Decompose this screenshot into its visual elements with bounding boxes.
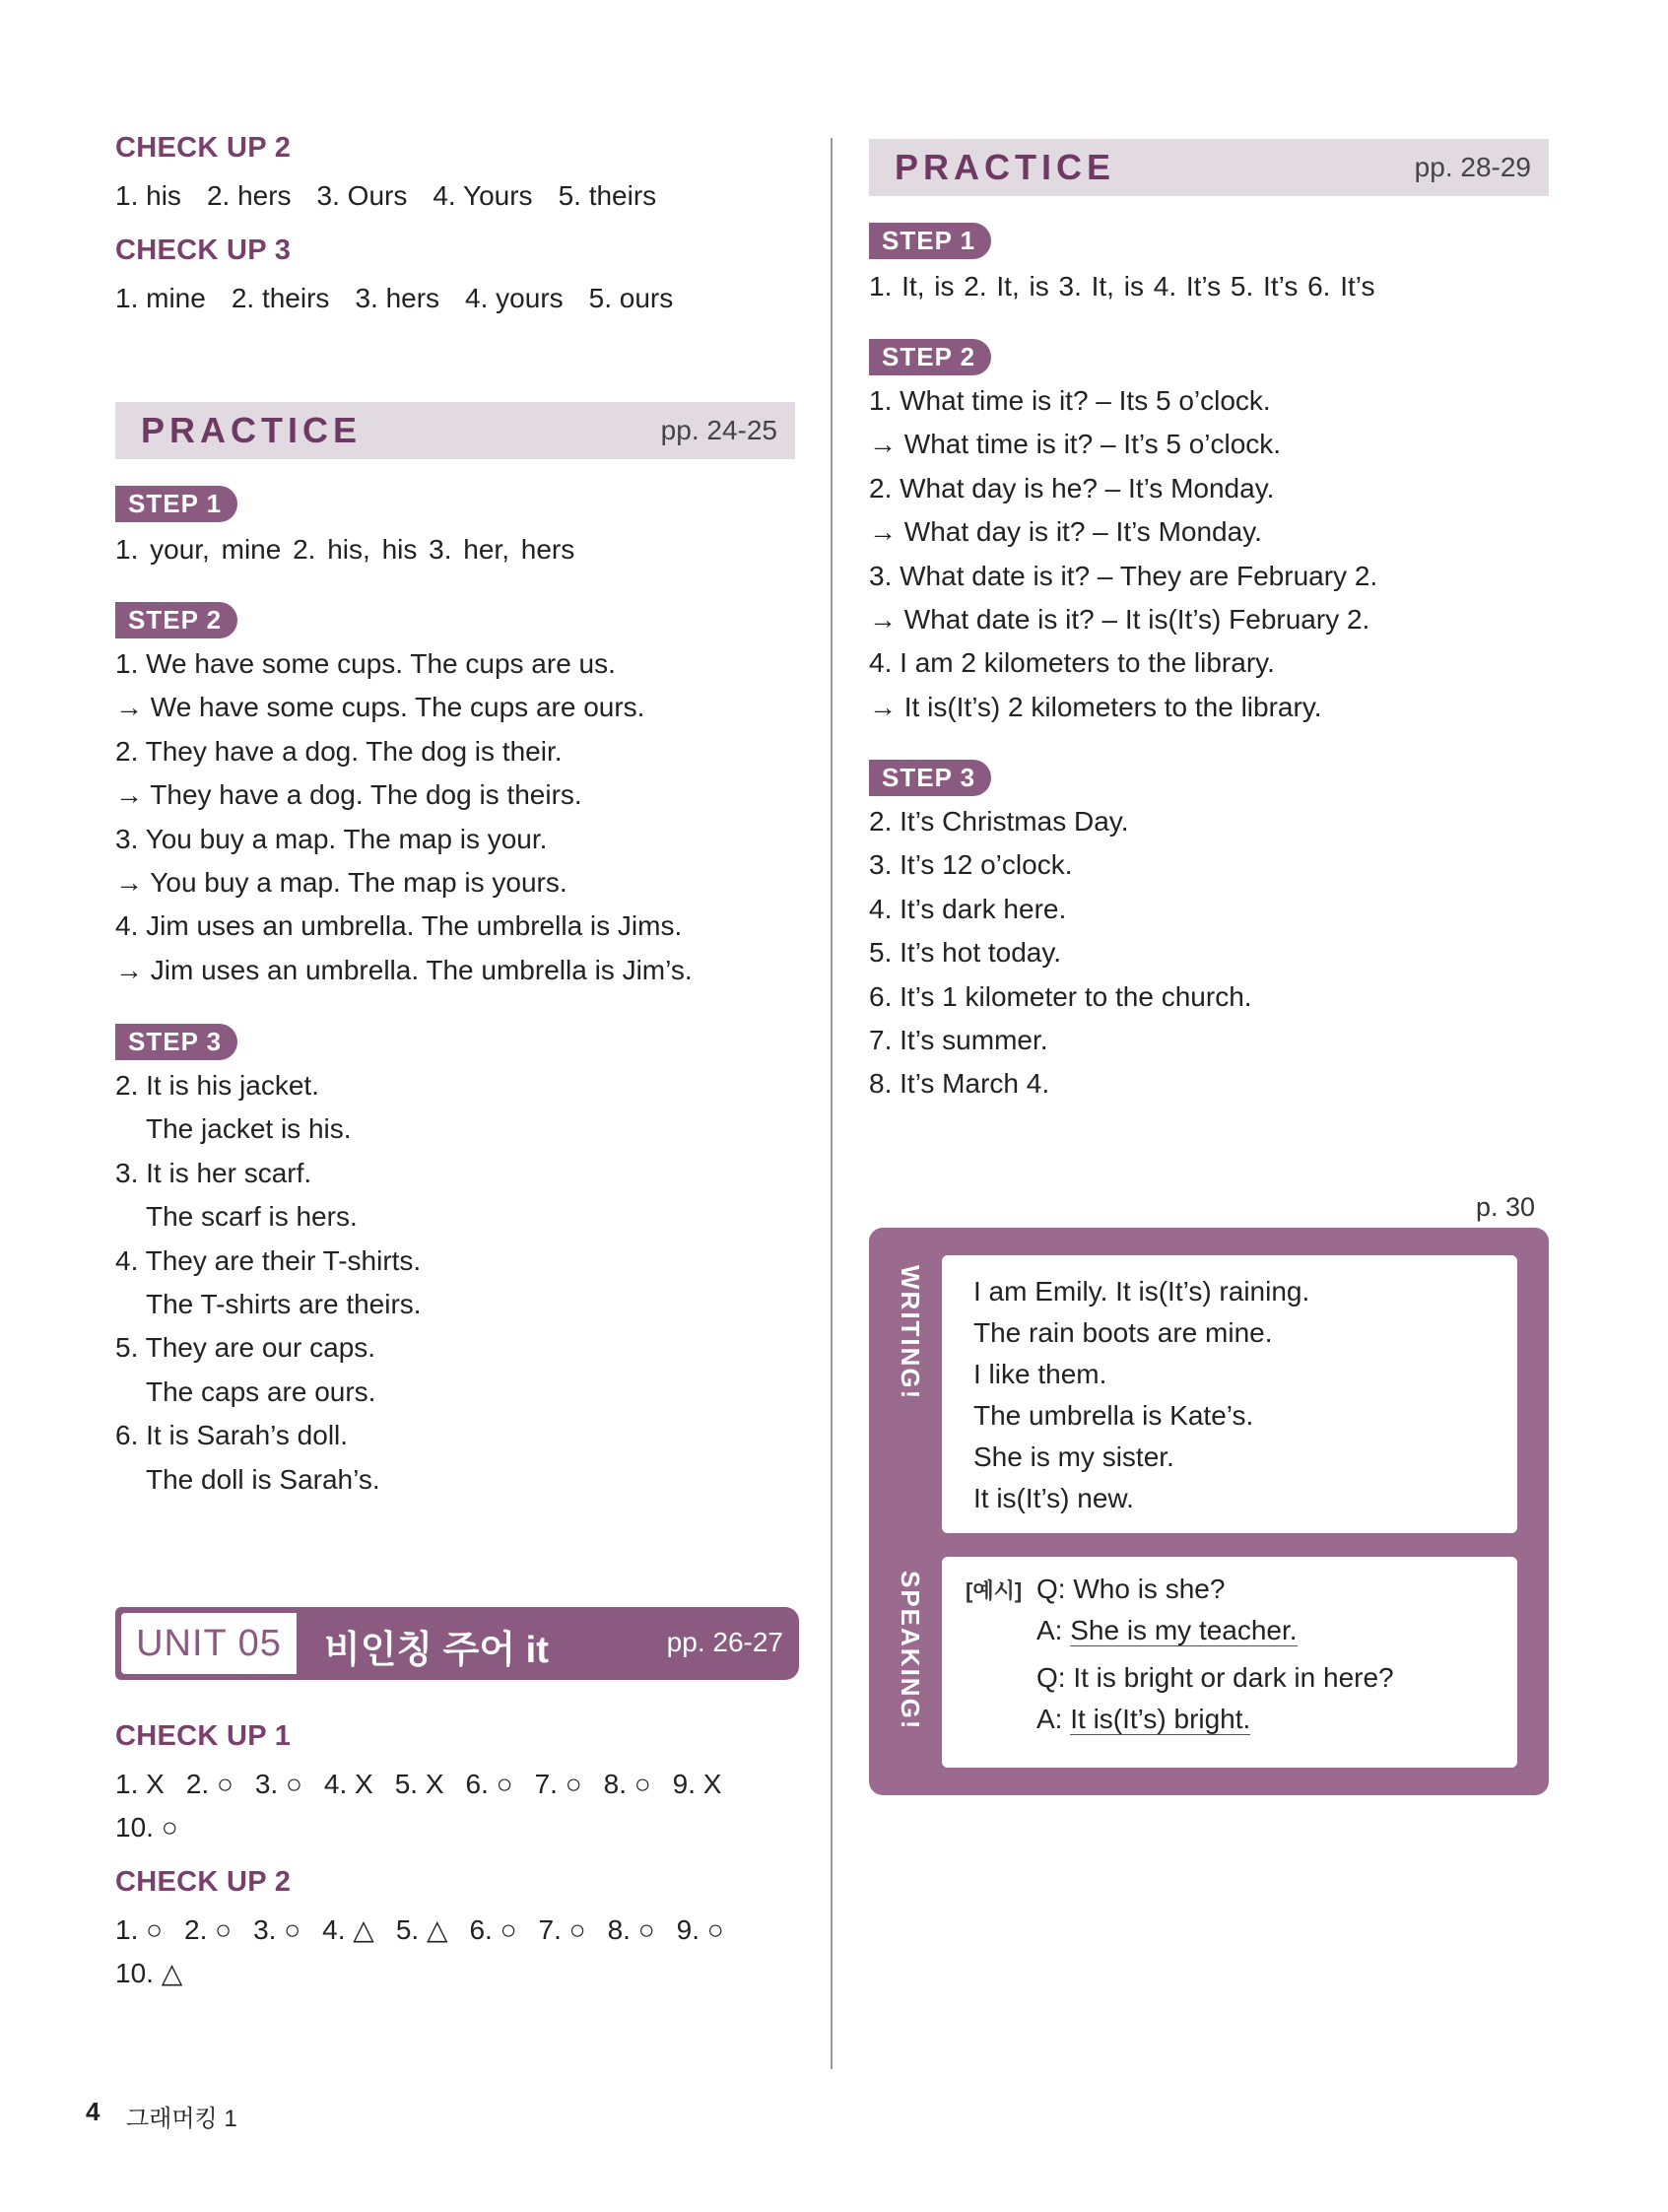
question-line: Q: Who is she? bbox=[1036, 1574, 1226, 1604]
answer-item: 4. X bbox=[323, 1769, 373, 1799]
answer-item: 3. ○ bbox=[253, 1914, 301, 1945]
answer-item: 3. ○ bbox=[254, 1769, 302, 1799]
left-step3 bbox=[115, 1024, 422, 1502]
answer-item: 10. △ bbox=[115, 1958, 183, 1988]
writing-line: She is my sister. bbox=[973, 1441, 1174, 1472]
book-title: 그래머킹 1 bbox=[126, 2106, 237, 2132]
answer-line: The scarf is hers. bbox=[146, 1201, 358, 1233]
answer-item: 6. ○ bbox=[465, 1769, 513, 1799]
check-up-3-answers bbox=[115, 277, 699, 320]
answer-line: 3. It’s 12 o’clock. bbox=[869, 849, 1073, 881]
example-tag: [예시] bbox=[966, 1578, 1023, 1603]
practice-pages: pp. 28-29 bbox=[1414, 152, 1531, 182]
step2-lines bbox=[115, 642, 693, 992]
answer-item: 4. Yours bbox=[433, 180, 533, 211]
answer-line: 1. We have some cups. The cups are us. bbox=[115, 648, 616, 679]
answer-item: 9. ○ bbox=[676, 1914, 724, 1945]
answer-line: The jacket is his. bbox=[146, 1113, 352, 1145]
answer-item: 4. yours bbox=[465, 283, 564, 313]
unit-title: 비인칭 주어 it bbox=[324, 1630, 549, 1671]
answer-item: 8. ○ bbox=[603, 1769, 651, 1799]
writing-page-ref: p. 30 bbox=[1476, 1192, 1536, 1222]
unit-number: UNIT 05 bbox=[121, 1613, 297, 1674]
step-label: STEP 1 bbox=[115, 486, 237, 522]
writing-label: WRITING! bbox=[896, 1265, 925, 1401]
answer-line: 8. It’s March 4. bbox=[869, 1068, 1050, 1100]
check-up-2-title: CHECK UP 2 bbox=[115, 1866, 292, 1898]
unit-check-up-2-section bbox=[115, 1866, 746, 1995]
speaking-panel bbox=[942, 1557, 1517, 1768]
answer-item: 2. ○ bbox=[184, 1914, 233, 1945]
check-up-2-answers bbox=[115, 1909, 746, 1952]
answer-text: It is(It’s) bright. bbox=[1070, 1704, 1251, 1734]
answer-line: → What time is it? – It’s 5 o’clock. bbox=[869, 429, 1282, 460]
practice-pages: pp. 24-25 bbox=[660, 415, 777, 445]
answer-line: The doll is Sarah’s. bbox=[146, 1463, 380, 1495]
speaking-label: SPEAKING! bbox=[896, 1571, 925, 1731]
unit-check-up-1-section bbox=[115, 1720, 743, 1849]
step3-lines bbox=[869, 800, 1252, 1106]
check-up-2-answers-line2 bbox=[115, 1952, 746, 1995]
answer-line: 7. It’s summer. bbox=[869, 1025, 1048, 1056]
question-line: Q: It is bright or dark in here? bbox=[1036, 1662, 1394, 1693]
answer-line: 3. What date is it? – They are February 2. bbox=[869, 560, 1378, 591]
answer-line: 2. It is his jacket. bbox=[115, 1070, 319, 1101]
practice-header-right bbox=[869, 139, 1549, 196]
step1-answers: 1. It, is 2. It, is 3. It, is 4. It’s 5. It’s 6. It’s bbox=[869, 271, 1375, 302]
answer-item: 3. Ours bbox=[316, 180, 408, 211]
writing-line: The rain boots are mine. bbox=[973, 1317, 1273, 1348]
answer-line: → We have some cups. The cups are ours. bbox=[115, 692, 645, 723]
step-label: STEP 3 bbox=[869, 760, 991, 796]
writing-panel bbox=[942, 1255, 1517, 1533]
check-up-1-title: CHECK UP 1 bbox=[115, 1720, 292, 1752]
answer-item: 2. theirs bbox=[231, 283, 330, 313]
answer-line: 4. They are their T-shirts. bbox=[115, 1244, 422, 1276]
answer-item: 9. X bbox=[672, 1769, 722, 1799]
answer-line: 2. What day is he? – It’s Monday. bbox=[869, 472, 1275, 503]
answer-line: 5. It’s hot today. bbox=[869, 937, 1062, 969]
answer-line bbox=[1036, 1610, 1394, 1651]
answer-line: 5. They are our caps. bbox=[115, 1332, 376, 1364]
answer-item: 1. his bbox=[115, 180, 181, 211]
answer-line: The T-shirts are theirs. bbox=[146, 1289, 422, 1320]
answer-line: → What date is it? – It is(It’s) February 2. bbox=[869, 604, 1370, 636]
answer-item: 1. ○ bbox=[115, 1914, 164, 1945]
writing-speaking-box bbox=[869, 1228, 1549, 1795]
writing-lines bbox=[973, 1271, 1309, 1519]
answer-line bbox=[1036, 1699, 1394, 1740]
answer-line: 2. It’s Christmas Day. bbox=[869, 806, 1129, 837]
answer-item: 2. ○ bbox=[185, 1769, 234, 1799]
answer-text: She is my teacher. bbox=[1070, 1615, 1298, 1645]
right-step1 bbox=[869, 223, 1375, 308]
answer-line: → It is(It’s) 2 kilometers to the library. bbox=[869, 691, 1322, 722]
left-step2 bbox=[115, 602, 693, 992]
answer-item: 5. △ bbox=[395, 1914, 448, 1945]
answer-item: 1. mine bbox=[115, 283, 206, 313]
answer-item: 5. X bbox=[394, 1769, 444, 1799]
step3-lines bbox=[115, 1064, 422, 1502]
answer-item: 2. hers bbox=[206, 180, 292, 211]
answer-item: 3. hers bbox=[355, 283, 440, 313]
answer-item: 5. ours bbox=[588, 283, 674, 313]
unit-header bbox=[115, 1607, 799, 1680]
answer-line: 4. Jim uses an umbrella. The umbrella is Jims. bbox=[115, 910, 683, 942]
check-up-3-title: CHECK UP 3 bbox=[115, 235, 292, 266]
right-step3 bbox=[869, 760, 1252, 1106]
answer-line: 6. It is Sarah’s doll. bbox=[115, 1420, 349, 1451]
step2-lines bbox=[869, 379, 1377, 729]
writing-line: I am Emily. It is(It’s) raining. bbox=[973, 1276, 1310, 1307]
column-divider bbox=[831, 138, 833, 2069]
answer-prefix: A: bbox=[1036, 1615, 1071, 1645]
practice-title: PRACTICE bbox=[141, 410, 363, 450]
check-up-2-section bbox=[115, 132, 682, 218]
right-step2 bbox=[869, 339, 1377, 729]
left-step1 bbox=[115, 486, 574, 571]
practice-header-left bbox=[115, 402, 795, 459]
step-label: STEP 3 bbox=[115, 1024, 237, 1060]
check-up-1-answers bbox=[115, 1763, 743, 1806]
check-up-2-answers bbox=[115, 174, 682, 218]
speaking-dialogue bbox=[1036, 1569, 1394, 1740]
unit-pages: pp. 26-27 bbox=[666, 1627, 783, 1657]
answer-item: 7. ○ bbox=[538, 1914, 586, 1945]
page-number: 4 bbox=[86, 2097, 100, 2126]
answer-prefix: A: bbox=[1036, 1704, 1071, 1734]
step-label: STEP 2 bbox=[869, 339, 991, 375]
answer-line: 1. What time is it? – Its 5 o’clock. bbox=[869, 385, 1271, 416]
writing-line: The umbrella is Kate’s. bbox=[973, 1400, 1254, 1431]
answer-line: 3. It is her scarf. bbox=[115, 1157, 312, 1188]
answer-item: 8. ○ bbox=[607, 1914, 655, 1945]
step1-answers: 1. your, mine 2. his, his 3. her, hers bbox=[115, 534, 575, 565]
answer-line: → Jim uses an umbrella. The umbrella is Jim’s. bbox=[115, 954, 693, 985]
check-up-2-title: CHECK UP 2 bbox=[115, 132, 292, 164]
answer-item: 1. X bbox=[115, 1769, 165, 1799]
check-up-1-answers-line2 bbox=[115, 1806, 743, 1849]
step-label: STEP 2 bbox=[115, 602, 237, 638]
answer-line: 4. It’s dark here. bbox=[869, 893, 1067, 924]
answer-line: → They have a dog. The dog is theirs. bbox=[115, 779, 582, 811]
answer-item: 6. ○ bbox=[469, 1914, 517, 1945]
answer-line: 4. I am 2 kilometers to the library. bbox=[869, 647, 1275, 679]
answer-line: → What day is it? – It’s Monday. bbox=[869, 516, 1262, 548]
writing-line: It is(It’s) new. bbox=[973, 1483, 1134, 1513]
answer-item: 7. ○ bbox=[534, 1769, 582, 1799]
answer-item: 4. △ bbox=[322, 1914, 374, 1945]
check-up-3-section bbox=[115, 235, 699, 320]
answer-line: 6. It’s 1 kilometer to the church. bbox=[869, 980, 1252, 1012]
practice-title: PRACTICE bbox=[895, 147, 1116, 187]
answer-line: → You buy a map. The map is yours. bbox=[115, 867, 567, 899]
answer-line: 3. You buy a map. The map is your. bbox=[115, 823, 548, 854]
answer-line: The caps are ours. bbox=[146, 1375, 376, 1407]
answer-line: 2. They have a dog. The dog is their. bbox=[115, 735, 563, 767]
answer-item: 10. ○ bbox=[115, 1812, 178, 1843]
writing-line: I like them. bbox=[973, 1359, 1107, 1389]
answer-item: 5. theirs bbox=[558, 180, 657, 211]
step-label: STEP 1 bbox=[869, 223, 991, 259]
